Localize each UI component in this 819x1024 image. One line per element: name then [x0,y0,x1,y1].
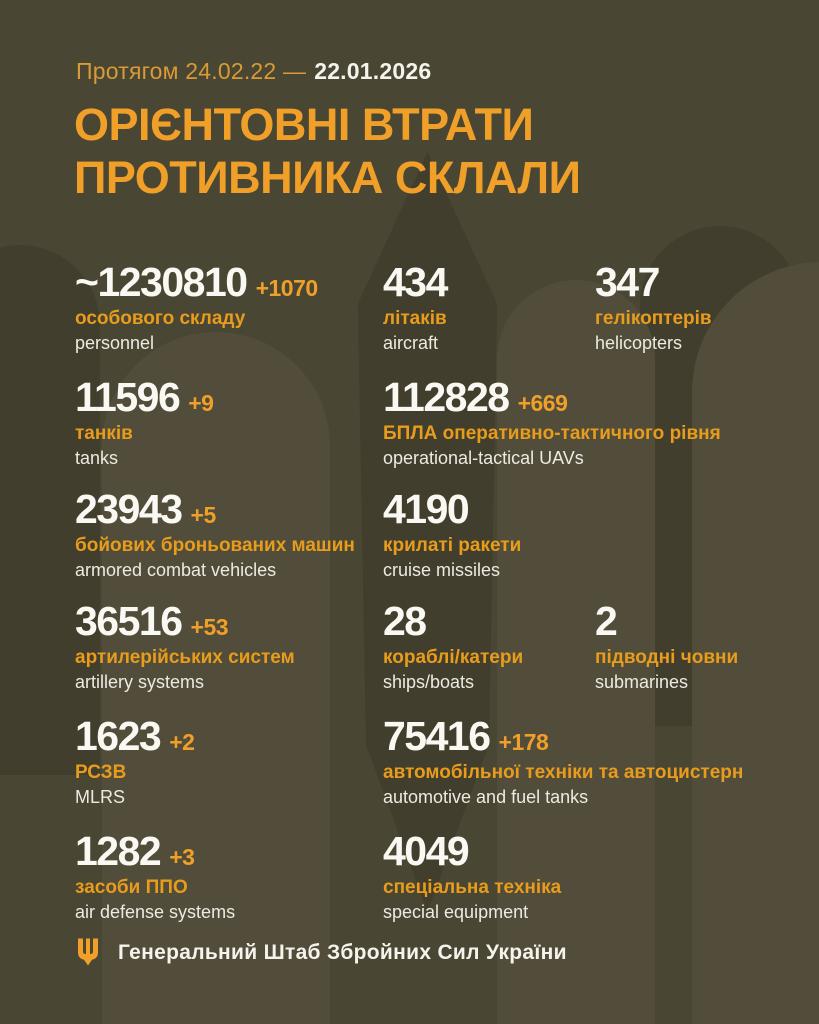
date-range-end: 22.01.2026 [314,58,432,84]
stat-tanks [75,375,405,470]
stat-vehicles-fuel-tanks [383,714,783,809]
stat-label-en: cruise missiles [383,560,501,580]
stat-value: 75416 [383,713,490,759]
stat-label-en: tanks [75,448,119,468]
stat-label-ua: спеціальна техніка [383,877,562,898]
stat-delta: +5 [190,502,216,528]
stat-value: ~1230810 [75,259,247,305]
stat-artillery [75,599,405,694]
page-title-line2: ПРОТИВНИКА СКЛАЛИ [74,152,581,203]
stat-special-equipment [383,829,783,924]
stat-value: 1623 [75,713,161,759]
stat-value: 347 [595,259,659,305]
stat-label-ua: автомобільної техніки та автоцистерн [383,762,744,783]
stat-label-en: MLRS [75,787,126,807]
stat-value: 11596 [75,374,180,420]
stat-mlrs [75,714,405,809]
stat-label-en: aircraft [383,333,439,353]
stat-value: 434 [383,259,447,305]
stat-personnel [75,260,405,355]
stat-label-ua: гелікоптерів [595,308,712,329]
stat-label-ua: крилаті ракети [383,535,522,556]
stat-label-ua: засоби ППО [75,877,188,898]
stat-label-en: artillery systems [75,672,205,692]
stat-label-ua: артилерійських систем [75,647,295,668]
stat-label-ua: бойових броньованих машин [75,535,355,556]
stat-value: 4049 [383,828,469,874]
stat-delta: +9 [188,390,214,416]
stat-label-ua: танків [75,423,133,444]
stat-value: 23943 [75,486,182,532]
stat-label-ua: кораблі/катери [383,647,524,668]
stat-label-en: special equipment [383,902,529,922]
stat-air-defense [75,829,405,924]
stat-value: 2 [595,598,617,644]
stat-value: 4190 [383,486,469,532]
stat-delta: +1070 [255,275,318,301]
stat-value: 1282 [75,828,161,874]
date-range [76,58,431,85]
stat-label-en: ships/boats [383,672,475,692]
page-title-line1: ОРІЄНТОВНІ ВТРАТИ [74,99,534,150]
page-title [74,98,580,204]
stat-value: 28 [383,598,426,644]
stat-delta: +2 [169,729,195,755]
stat-delta: +178 [498,729,549,755]
stat-delta: +53 [190,614,229,640]
stat-cruise-missiles [383,487,783,582]
footer [76,938,567,967]
stat-label-en: automotive and fuel tanks [383,787,589,807]
stat-value: 36516 [75,598,182,644]
stat-armored-vehicles [75,487,405,582]
stat-label-ua: особового складу [75,308,246,329]
stat-delta: +3 [169,844,195,870]
stat-label-ua: підводні човни [595,647,739,668]
stat-value: 112828 [383,374,509,420]
footer-org-name: Генеральний Штаб Збройних Сил України [118,940,567,964]
stat-delta: +669 [517,390,568,416]
stat-helicopters [595,260,819,355]
stat-label-ua: літаків [383,308,447,329]
stat-label-en: submarines [595,672,689,692]
stat-label-en: operational-tactical UAVs [383,448,584,468]
stat-label-en: helicopters [595,333,683,353]
stat-label-ua: РСЗВ [75,762,127,783]
stat-uavs [383,375,783,470]
stat-label-en: armored combat vehicles [75,560,277,580]
tryzub-icon [76,938,100,967]
stat-label-en: air defense systems [75,902,236,922]
stat-submarines [595,599,819,694]
date-range-prefix: Протягом 24.02.22 — [76,58,307,84]
stat-label-ua: БПЛА оперативно-тактичного рівня [383,423,721,444]
stat-label-en: personnel [75,333,155,353]
